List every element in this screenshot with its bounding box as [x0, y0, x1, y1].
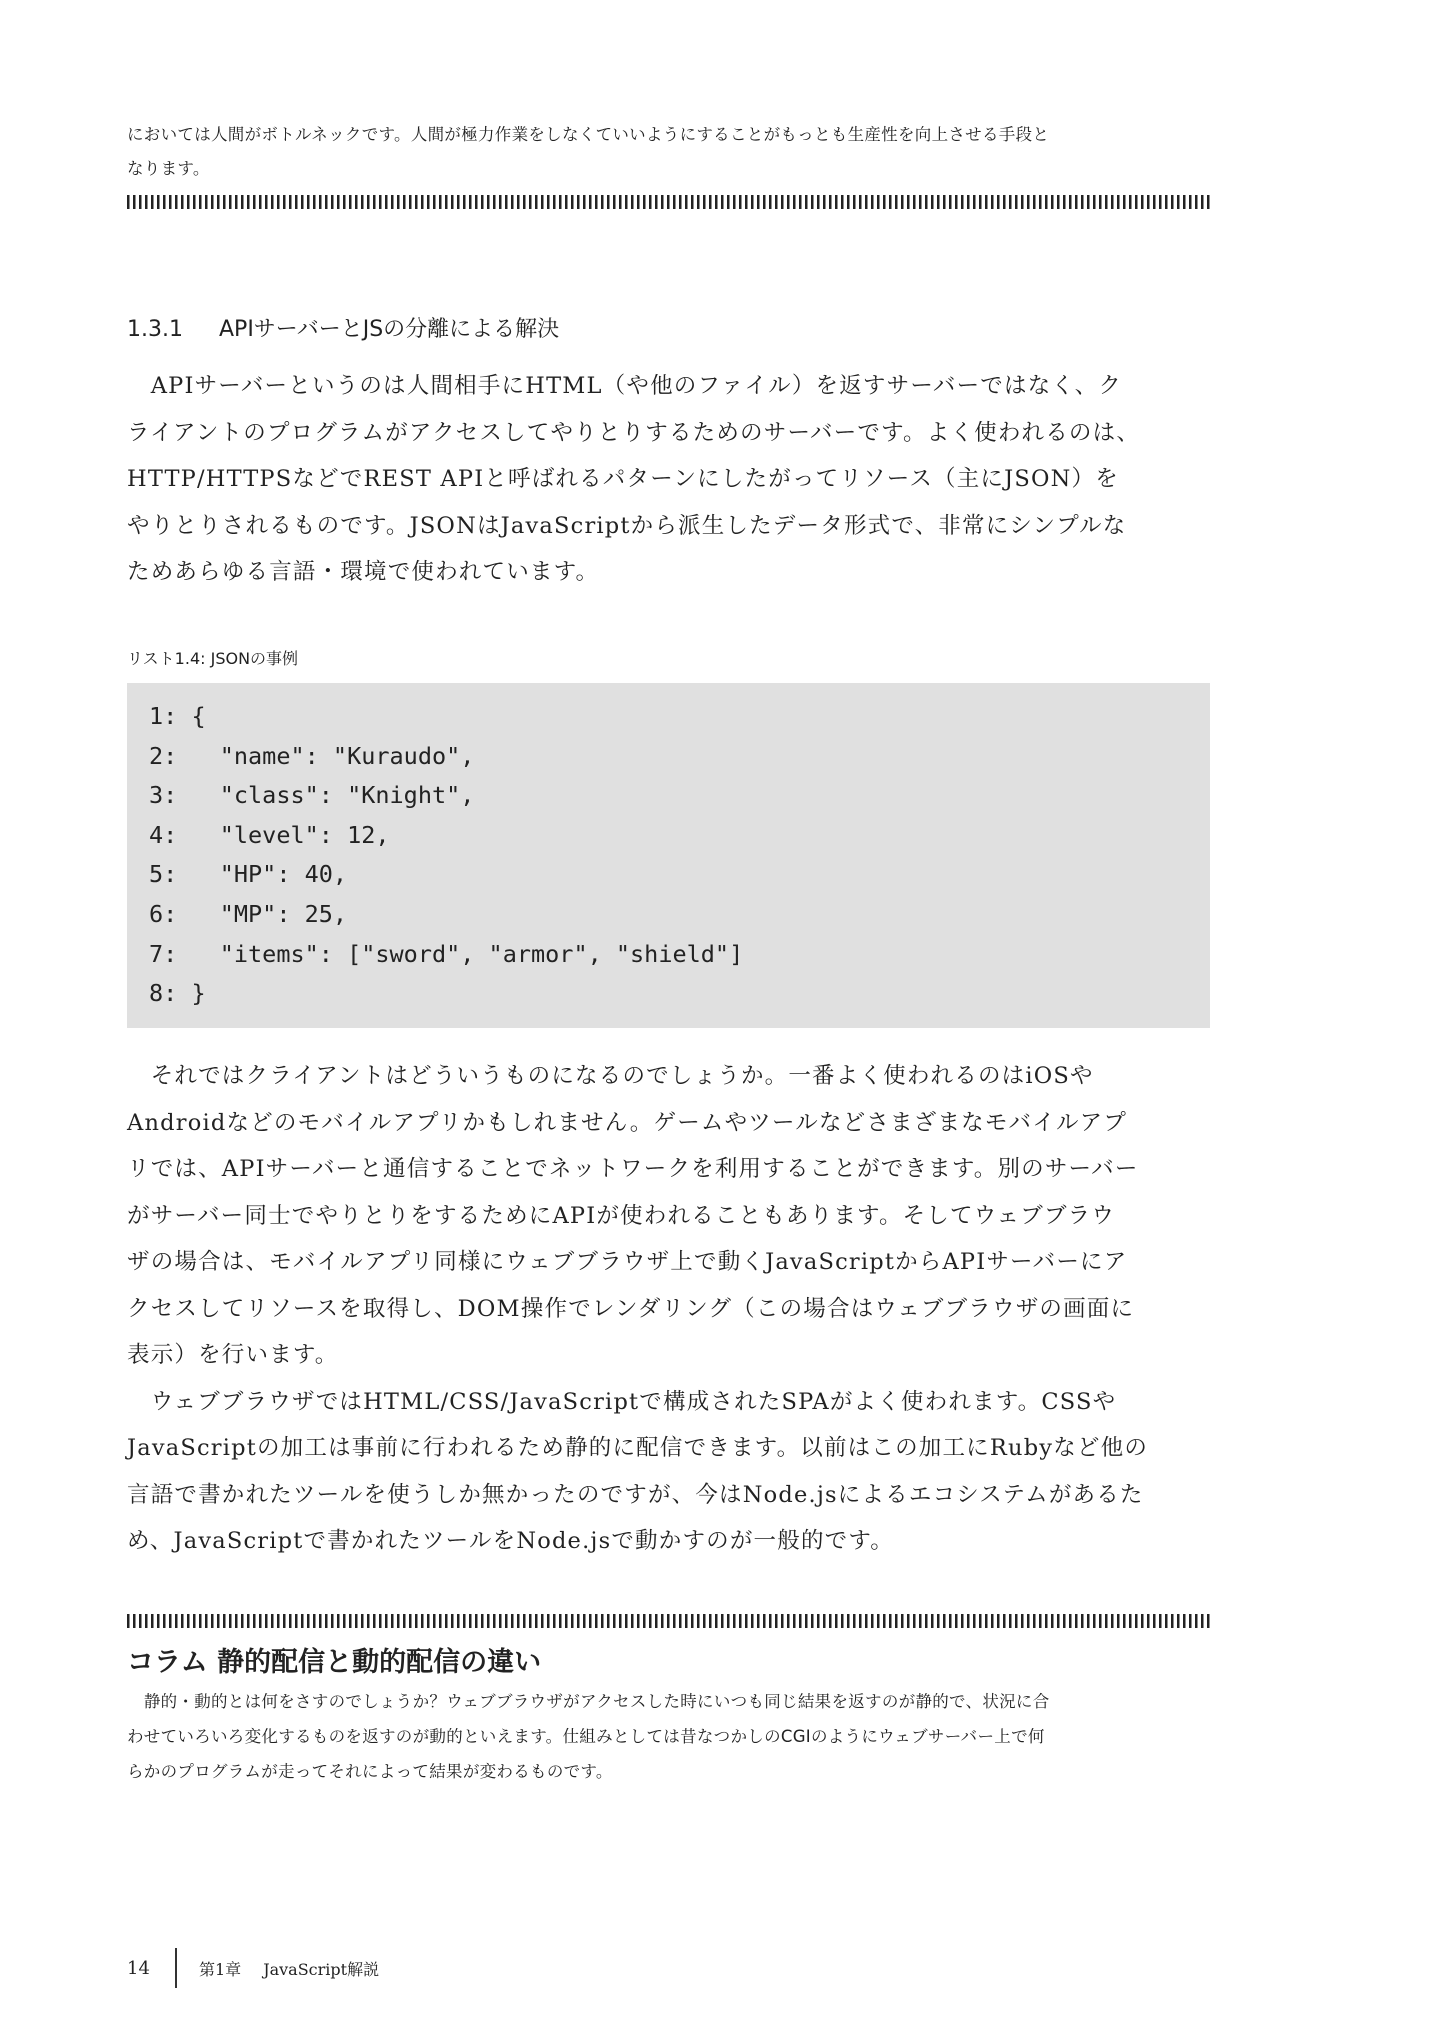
- section-number: 1.3.1: [127, 317, 183, 342]
- listing-caption: リスト1.4: JSONの事例: [127, 649, 299, 668]
- section-heading: [127, 312, 559, 343]
- paragraph-line: Androidなどのモバイルアプリかもしれません。ゲームやツールなどさまざまなモバイルアプ: [127, 1109, 1128, 1136]
- paragraph-line: ウェブブラウザではHTML/CSS/JavaScriptで構成されたSPAがよく使われます。CSSや: [150, 1388, 1117, 1415]
- column-body: [127, 1684, 1217, 1789]
- chapter-number: 第1章: [199, 1959, 242, 1979]
- paragraph-api-server: [127, 363, 1217, 596]
- column-end-rule: [127, 195, 1210, 209]
- column-start-rule: [127, 1614, 1210, 1628]
- paragraph-line: ライアントのプログラムがアクセスしてやりとりするためのサーバーです。よく使われるのは、: [127, 419, 1141, 446]
- chapter-title: JavaScript解説: [263, 1959, 380, 1979]
- code-line: 7: "items": ["sword", "armor", "shield"]: [149, 939, 744, 968]
- code-line: 4: "level": 12,: [149, 820, 390, 849]
- column-line: らかのプログラムが走ってそれによって結果が変わるものです。: [127, 1762, 613, 1781]
- section-title: APIサーバーとJSの分離による解決: [219, 317, 560, 342]
- paragraph-line: クセスしてリソースを取得し、DOM操作でレンダリング（この場合はウェブブラウザの画面に: [127, 1295, 1135, 1322]
- paragraph-line: め、JavaScriptで書かれたツールをNode.jsで動かすのが一般的です。: [127, 1528, 894, 1554]
- paragraph-line: 表示）を行います。: [127, 1342, 339, 1368]
- paragraph-line: JavaScriptの加工は事前に行われるため静的に配信できます。以前はこの加工にRubyなど他の: [127, 1435, 1149, 1461]
- page-footer: [127, 1948, 379, 1988]
- code-line: 2: "name": "Kuraudo",: [149, 741, 475, 770]
- footer-divider: [175, 1948, 177, 1988]
- code-line: 8: }: [149, 979, 206, 1008]
- paragraph-line: APIサーバーというのは人間相手にHTML（や他のファイル）を返すサーバーではなく、ク: [150, 373, 1123, 399]
- top-note-line: においては人間がボトルネックです。人間が極力作業をしなくていいようにすることがもっとも生産性を向上させる手段と: [127, 125, 1050, 144]
- paragraph-line: 言語で書かれたツールを使うしか無かったのですが、今はNode.jsによるエコシステムがあるた: [127, 1481, 1144, 1508]
- top-note-line: なります。: [127, 159, 210, 178]
- paragraph-clients: [127, 1053, 1217, 1565]
- code-line: 1: {: [149, 702, 206, 730]
- column-line: わせていろいろ変化するものを返すのが動的といえます。仕組みとしては昔なつかしのCGIのようにウェブサーバー上で何: [127, 1727, 1045, 1746]
- paragraph-line: リでは、APIサーバーと通信することでネットワークを利用することができます。別のサーバー: [127, 1156, 1139, 1182]
- paragraph-line: ザの場合は、モバイルアプリ同様にウェブブラウザ上で動くJavaScriptからAPIサーバーにア: [127, 1249, 1128, 1275]
- column-line: 静的・動的とは何をさすのでしょうか？ウェブブラウザがアクセスした時にいつも同じ結果を返すのが静的で、状況に合: [143, 1692, 1050, 1711]
- code-line: 6: "MP": 25,: [149, 899, 348, 928]
- paragraph-line: やりとりされるものです。JSONはJavaScriptから派生したデータ形式で、非常にシンプルな: [127, 512, 1127, 539]
- paragraph-line: ためあらゆる言語・環境で使われています。: [127, 559, 600, 585]
- code-line: 3: "class": "Knight",: [149, 781, 475, 810]
- code-line: 5: "HP": 40,: [149, 860, 348, 889]
- top-note: [127, 118, 1217, 186]
- paragraph-line: がサーバー同士でやりとりをするためにAPIが使われることもあります。そしてウェブブラウ: [127, 1202, 1116, 1229]
- paragraph-line: HTTP/HTTPSなどでREST APIと呼ばれるパターンにしたがってリソース（主にJSON）を: [127, 466, 1119, 492]
- paragraph-line: それではクライアントはどういうものになるのでしょうか。一番よく使われるのはiOSや: [150, 1063, 1094, 1089]
- code-listing: [127, 683, 1210, 1028]
- footer-chapter: [199, 1957, 379, 1980]
- page-number: 14: [127, 1957, 150, 1979]
- column-title: コラム 静的配信と動的配信の違い: [127, 1647, 542, 1678]
